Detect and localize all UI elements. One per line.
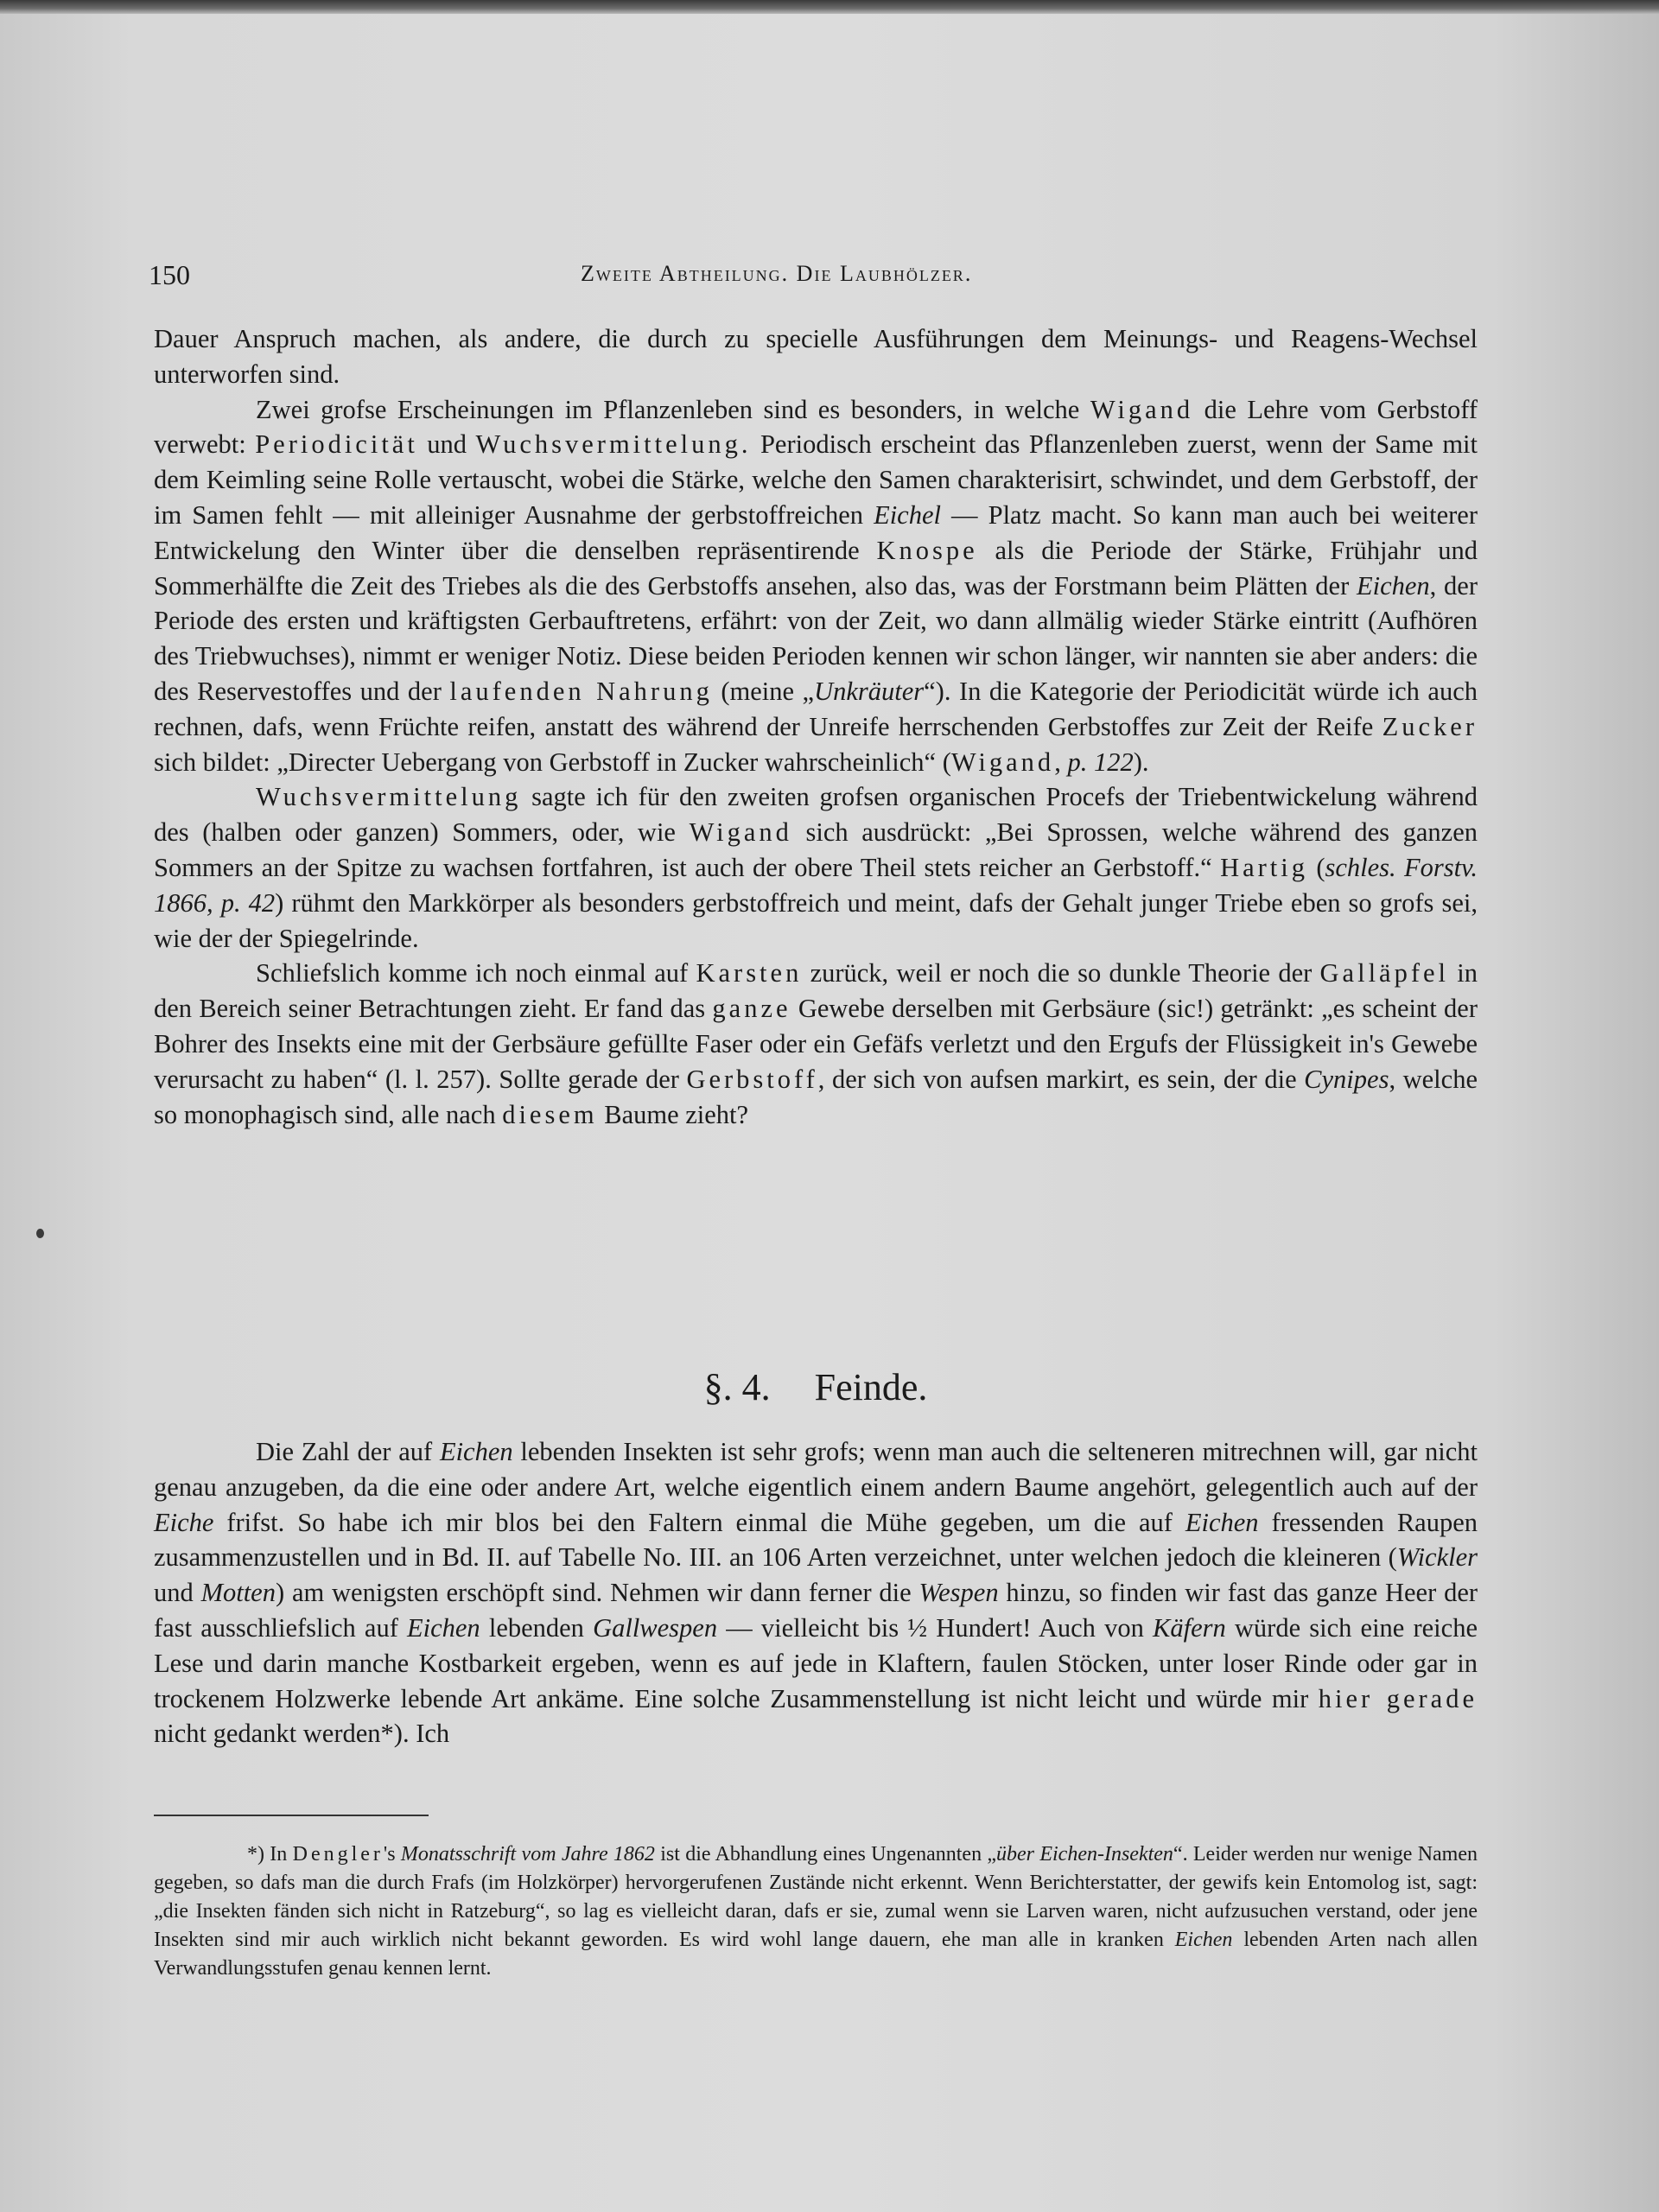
text-run: *) In: [247, 1843, 293, 1866]
text-run: hinzu, so finden wir fast das ganze Heer der fast ausschliefslich auf: [154, 1578, 1478, 1643]
italic-text: Monatsschrift vom Jahre 1862: [400, 1843, 655, 1866]
spaced-text: Karsten: [696, 958, 803, 988]
spaced-text: Dengler: [292, 1843, 384, 1866]
spaced-text: diesem: [502, 1099, 598, 1129]
paragraph: [154, 321, 1478, 392]
text-run: , welche so monophagisch sind, alle nach: [154, 1064, 1478, 1129]
italic-text: schles. Forstv. 1866, p. 42: [154, 852, 1478, 918]
text-run: Dauer Anspruch machen, als andere, die durch zu specielle Ausführungen dem Meinungs- und Reagens-Wechsel unterworfen sind.: [154, 324, 1478, 389]
text-run: in den Bereich seiner Betrachtungen zieht. Er fand das: [154, 958, 1478, 1024]
text-run: lebenden Insekten ist sehr grofs; wenn man auch die selteneren mitrechnen will, gar nicht genau anzugeben, da die eine oder andere Art, welche eigentlich einem andern Baume angehört, gelegentlich auch auf der: [154, 1437, 1478, 1502]
page-header: [149, 259, 1479, 294]
paragraph: [154, 1434, 1478, 1751]
italic-text: Motten: [200, 1578, 276, 1608]
italic-text: Wespen: [918, 1578, 999, 1608]
spaced-text: Gerbstoff: [686, 1064, 818, 1094]
text-run: Zwei grofse Erscheinungen im Pflanzenleben sind es besonders, in welche: [256, 394, 1090, 424]
spaced-text: ganze: [712, 994, 791, 1024]
italic-text: Wickler: [1396, 1542, 1478, 1573]
paragraph: [154, 956, 1478, 1132]
text-run: und: [154, 1578, 201, 1608]
text-run: , der sich von aufsen markirt, es sein, der die: [817, 1064, 1305, 1094]
spaced-text: laufenden Nahrung: [449, 676, 713, 706]
text-run: , der Periode des ersten und kräftigsten Gerbauftretens, erfährt: von der Zeit, wo dann allmälig wieder Stärke eintritt (Aufhören des Triebwuchses), nimmt er weniger Notiz. Diese beiden Perioden kennen wir schon länger, wir nannten sie aber anders: die des Reservestoffes und der: [154, 570, 1478, 706]
text-run: lebenden: [480, 1612, 594, 1643]
spaced-text: Wigand: [1090, 394, 1194, 424]
footnote: [154, 1840, 1478, 1983]
spaced-text: Wigand: [950, 747, 1055, 777]
text-run: lebenden Arten nach allen Verwandlungsstufen genau kennen lernt.: [154, 1929, 1478, 1980]
italic-text: Eichen: [407, 1612, 480, 1643]
italic-text: Eichen: [1356, 570, 1430, 601]
text-run: und: [417, 429, 476, 460]
italic-text: Eichen: [1174, 1929, 1233, 1951]
text-run: ,: [1054, 747, 1068, 777]
text-run: Gewebe derselben mit Gerbsäure (sic!) getränkt: „es scheint der Bohrer des Insekts eine mit der Gerbsäure gefüllte Faser oder ein Gefäfs verletzt und den Ergufs der Flüssigkeit in's Gewebe verursacht zu haben“ (l. l. 257). Sollte gerade der: [154, 994, 1478, 1094]
running-head: Zweite Abtheilung. Die Laubhölzer.: [581, 261, 973, 286]
text-run: “). In die Kategorie der Periodicität würde ich auch rechnen, dafs, wenn Früchte reifen, anstatt des während der Unreife herrschenden Gerbstoffes zur Zeit der Reife: [154, 676, 1478, 741]
text-run: — Platz macht. So kann man auch bei weiterer Entwickelung den Winter über die denselben repräsentirende: [154, 499, 1478, 565]
italic-text: Cynipes: [1304, 1064, 1389, 1094]
footnote-text: [154, 1840, 1478, 1983]
spaced-text: Knospe: [876, 535, 978, 565]
spaced-text: Periodicität: [255, 429, 418, 460]
section-heading: [154, 1365, 1478, 1409]
text-run: 's: [383, 1843, 401, 1866]
italic-text: Eichel: [874, 499, 941, 530]
text-run: ).: [1133, 747, 1149, 777]
text-run: “. Leider werden nur wenige Namen gegeben, so dafs man die durch Frafs (im Holzkörper) hervorgerufenen Zustände nicht erkennt. Wenn Berichterstatter, der gewifs kein Entomolog ist, sagt: „die Insekten fänden sich nicht in Ratzeburg“, so lag es vielleicht daran, dafs er sie, zumal wenn sie Larven waren, nicht aufzusuchen verstand, oder jene Insekten sind mir auch wirklich nicht bekannt geworden. Es wird wohl lange dauern, ehe man alle in kranken: [154, 1843, 1478, 1951]
spaced-text: Wuchsvermittelung: [256, 782, 522, 812]
section-number: §. 4.: [703, 1366, 771, 1408]
text-run: Schliefslich komme ich noch einmal auf: [256, 958, 696, 988]
italic-text: Gallwespen: [593, 1612, 718, 1643]
text-run: ) am wenigsten erschöpft sind. Nehmen wir dann ferner die: [275, 1578, 919, 1608]
text-run: — vielleicht bis ½ Hundert! Auch von: [717, 1612, 1153, 1643]
italic-text: Käfern: [1153, 1612, 1226, 1643]
text-run: sich ausdrückt: „Bei Sprossen, welche während des ganzen Sommers an der Spitze zu wachsen fortfahren, ist auch der obere Theil stets reicher an Gerbstoff.“: [154, 817, 1478, 882]
spaced-text: Wuchsvermittelung.: [475, 429, 752, 460]
italic-text: Unkräuter: [814, 676, 925, 706]
spaced-text: Hartig: [1220, 852, 1308, 882]
page-number: 150: [149, 259, 190, 290]
text-run: ) rühmt den Markkörper als besonders gerbstoffreich und meint, dafs der Gehalt junger Triebe eben so grofs sei, wie der der Spiegelrinde.: [154, 887, 1478, 953]
italic-text: Eiche: [154, 1507, 214, 1537]
text-run: sagte ich für den zweiten grofsen organischen Procefs der Triebentwickelung während des (halben oder ganzen) Sommers, oder, wie: [154, 782, 1478, 848]
text-run: Baume zieht?: [597, 1099, 749, 1129]
text-run: (: [1307, 852, 1325, 882]
text-run: (meine „: [712, 676, 815, 706]
italic-text: Eichen: [439, 1437, 513, 1466]
text-run: Periodisch erscheint das Pflanzenleben zuerst, wenn der Same mit dem Keimling seine Rolle vertauscht, wobei die Stärke, welche den Samen charakterisirt, schwindet, und dem Gerbstoff, der im Samen fehlt — mit alleiniger Ausnahme der gerbstoffreichen: [154, 429, 1478, 530]
text-run: als die Periode der Stärke, Frühjahr und Sommerhälfte die Zeit des Triebes als die des Gerbstoffs ansehen, also das, was der Forstmann beim Plätten der: [154, 535, 1478, 601]
spaced-text: Galläpfel: [1319, 958, 1449, 988]
spaced-text: hier gerade: [1318, 1683, 1478, 1713]
spaced-text: Wigand: [689, 817, 792, 848]
section-title: Feinde.: [814, 1366, 928, 1408]
text-run: ist die Abhandlung eines Ungenannten „: [654, 1843, 997, 1866]
text-run: fressenden Raupen zusammenzustellen und in Bd. II. auf Tabelle No. III. an 106 Arten verzeichnet, unter welchen jedoch die kleineren (: [154, 1507, 1478, 1573]
text-run: Die Zahl der auf: [256, 1437, 440, 1466]
text-run: würde sich eine reiche Lese und darin manche Kostbarkeit ergeben, wenn es auf jede in Klaftern, faulen Stöcken, unter loser Rinde oder gar in trockenem Holzwerke lebende Art ankäme. Eine solche Zusammenstellung ist nicht leicht und würde mir: [154, 1612, 1478, 1713]
paragraph: [154, 779, 1478, 956]
text-run: nicht gedankt werden*). Ich: [154, 1719, 450, 1749]
spaced-text: Zucker: [1382, 711, 1478, 741]
text-run: sich bildet: „Directer Uebergang von Gerbstoff in Zucker wahrscheinlich“ (: [154, 747, 951, 777]
text-run: frifst. So habe ich mir blos bei den Faltern einmal die Mühe gegeben, um die auf: [213, 1507, 1185, 1537]
text-run: die Lehre vom Gerbstoff verwebt:: [154, 394, 1478, 460]
italic-text: Eichen: [1185, 1507, 1259, 1537]
text-run: zurück, weil er noch die so dunkle Theorie der: [802, 958, 1320, 988]
italic-text: über Eichen-Insekten: [996, 1843, 1173, 1866]
footnote-rule: [154, 1815, 429, 1816]
main-text: [154, 321, 1478, 1132]
paragraph: [154, 392, 1478, 780]
section-text: [154, 1434, 1478, 1751]
italic-text: p. 122: [1067, 747, 1134, 777]
